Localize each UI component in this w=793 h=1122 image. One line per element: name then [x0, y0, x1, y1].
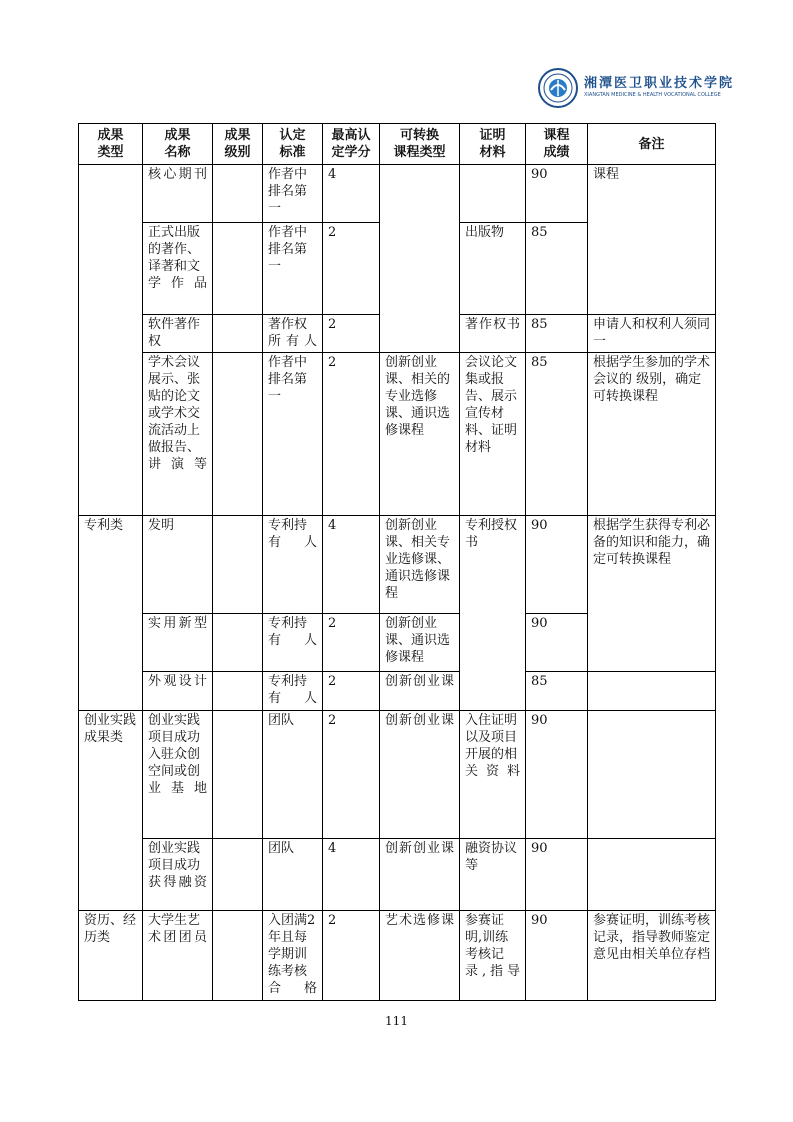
credit-cell: 2 — [323, 315, 380, 353]
standard-cell: 专利持有人 — [263, 614, 323, 672]
grade-cell: 90 — [526, 516, 588, 614]
note-cell: 根据学生获得专利必备的知识和能力，确定可转换课程 — [588, 516, 716, 672]
grade-cell: 85 — [526, 315, 588, 353]
standard-cell: 作者中排名第一 — [263, 353, 323, 516]
credit-cell: 2 — [323, 711, 380, 839]
achievement-name: 外观设计 — [143, 672, 213, 711]
standard-cell: 作者中排名第一 — [263, 165, 323, 223]
course-cell: 创新创业课、通识选修课程 — [380, 614, 460, 672]
standard-cell: 专利持有人 — [263, 672, 323, 711]
credit-cell: 2 — [323, 911, 380, 1001]
credit-cell: 2 — [323, 614, 380, 672]
grade-cell: 85 — [526, 672, 588, 711]
credit-conversion-table — [78, 123, 716, 1001]
achievement-name: 发明 — [143, 516, 213, 614]
table-header-row — [79, 124, 716, 165]
credit-cell: 2 — [323, 223, 380, 315]
standard-cell: 入团满2年且每学期训练考核合格 — [263, 911, 323, 1001]
header-course: 可转换 课程类型 — [380, 124, 460, 165]
type-cell-empty — [79, 165, 143, 516]
course-cell: 创新创业课、相关的专业选修课、通识选修课程 — [380, 353, 460, 516]
achievement-name: 软件著作权 — [143, 315, 213, 353]
proof-cell: 出版物 — [460, 223, 526, 315]
table-row — [79, 672, 716, 711]
grade-cell: 90 — [526, 839, 588, 911]
course-cell-empty — [380, 165, 460, 353]
achievement-name: 创业实践项目成功入驻众创空间或创业基地 — [143, 711, 213, 839]
note-cell: 参赛证明，训练考核记录，指导教师鉴定意见由相关单位存档 — [588, 911, 716, 1001]
course-cell: 艺术选修课 — [380, 911, 460, 1001]
note-cell — [588, 839, 716, 911]
note-cell — [588, 711, 716, 839]
credit-cell: 4 — [323, 516, 380, 614]
note-cell: 根据学生参加的学术会议的 级别，确定可转换课程 — [588, 353, 716, 516]
table-row — [79, 165, 716, 223]
school-name: 湘潭医卫职业技术学院 — [584, 76, 735, 91]
achievement-name: 正式出版的著作、译著和文学作品 — [143, 223, 213, 315]
achievement-name: 学术会议展示、张贴的论文或学术交流活动上做报告、讲演等 — [143, 353, 213, 516]
grade-cell: 85 — [526, 223, 588, 315]
page-number: 111 — [385, 1014, 408, 1028]
course-cell: 创新创业课、相关专业选修课、通识选修课程 — [380, 516, 460, 614]
course-cell: 创新创业课 — [380, 711, 460, 839]
level-cell — [213, 516, 263, 614]
note-cell: 课程 — [588, 165, 716, 315]
proof-cell: 融资协议等 — [460, 839, 526, 911]
header-grade: 课程 成绩 — [526, 124, 588, 165]
table-row — [79, 839, 716, 911]
credit-cell: 4 — [323, 839, 380, 911]
course-cell: 创新创业课 — [380, 672, 460, 711]
level-cell — [213, 353, 263, 516]
achievement-name: 实用新型 — [143, 614, 213, 672]
proof-cell: 入住证明以及项目开展的相关资料 — [460, 711, 526, 839]
proof-cell: 专利授权书 — [460, 516, 526, 711]
grade-cell: 90 — [526, 614, 588, 672]
table-row — [79, 516, 716, 614]
note-cell — [588, 672, 716, 711]
table-row — [79, 911, 716, 1001]
level-cell — [213, 839, 263, 911]
header-standard: 认定 标准 — [263, 124, 323, 165]
credit-cell: 2 — [323, 353, 380, 516]
standard-cell: 著作权所有人 — [263, 315, 323, 353]
type-cell: 资历、经历类 — [79, 911, 143, 1001]
level-cell — [213, 672, 263, 711]
type-cell: 创业实践成果类 — [79, 711, 143, 911]
header-proof: 证明 材料 — [460, 124, 526, 165]
header-type: 成果 类型 — [79, 124, 143, 165]
level-cell — [213, 223, 263, 315]
achievement-name: 创业实践项目成功获得融资 — [143, 839, 213, 911]
standard-cell: 专利持有人 — [263, 516, 323, 614]
level-cell — [213, 711, 263, 839]
level-cell — [213, 614, 263, 672]
credit-cell: 4 — [323, 165, 380, 223]
proof-cell: 著作权书 — [460, 315, 526, 353]
level-cell — [213, 165, 263, 223]
achievement-name: 大学生艺术团团员 — [143, 911, 213, 1001]
school-name-en: XIANGTAN MEDICINE & HEALTH VOCATIONAL COLLEGE — [584, 92, 721, 98]
proof-cell: 参赛证明,训练考核记录,指导 — [460, 911, 526, 1001]
header-name: 成果 名称 — [143, 124, 213, 165]
school-seal-icon — [538, 68, 578, 108]
course-cell: 创新创业课 — [380, 839, 460, 911]
proof-cell — [460, 165, 526, 223]
table-row — [79, 353, 716, 516]
achievement-name: 核心期刊 — [143, 165, 213, 223]
header-level: 成果 级别 — [213, 124, 263, 165]
proof-cell: 会议论文集或报告、展示宣传材料、证明材料 — [460, 353, 526, 516]
level-cell — [213, 315, 263, 353]
header-credit: 最高认 定学分 — [323, 124, 380, 165]
type-cell: 专利类 — [79, 516, 143, 711]
note-cell: 申请人和权利人须同一 — [588, 315, 716, 353]
school-logo — [538, 68, 735, 110]
header-note: 备注 — [588, 124, 716, 165]
grade-cell: 90 — [526, 711, 588, 839]
standard-cell: 团队 — [263, 839, 323, 911]
grade-cell: 90 — [526, 165, 588, 223]
standard-cell: 团队 — [263, 711, 323, 839]
standard-cell: 作者中排名第一 — [263, 223, 323, 315]
table-row — [79, 711, 716, 839]
credit-cell: 2 — [323, 672, 380, 711]
grade-cell: 85 — [526, 353, 588, 516]
grade-cell: 90 — [526, 911, 588, 1001]
level-cell — [213, 911, 263, 1001]
